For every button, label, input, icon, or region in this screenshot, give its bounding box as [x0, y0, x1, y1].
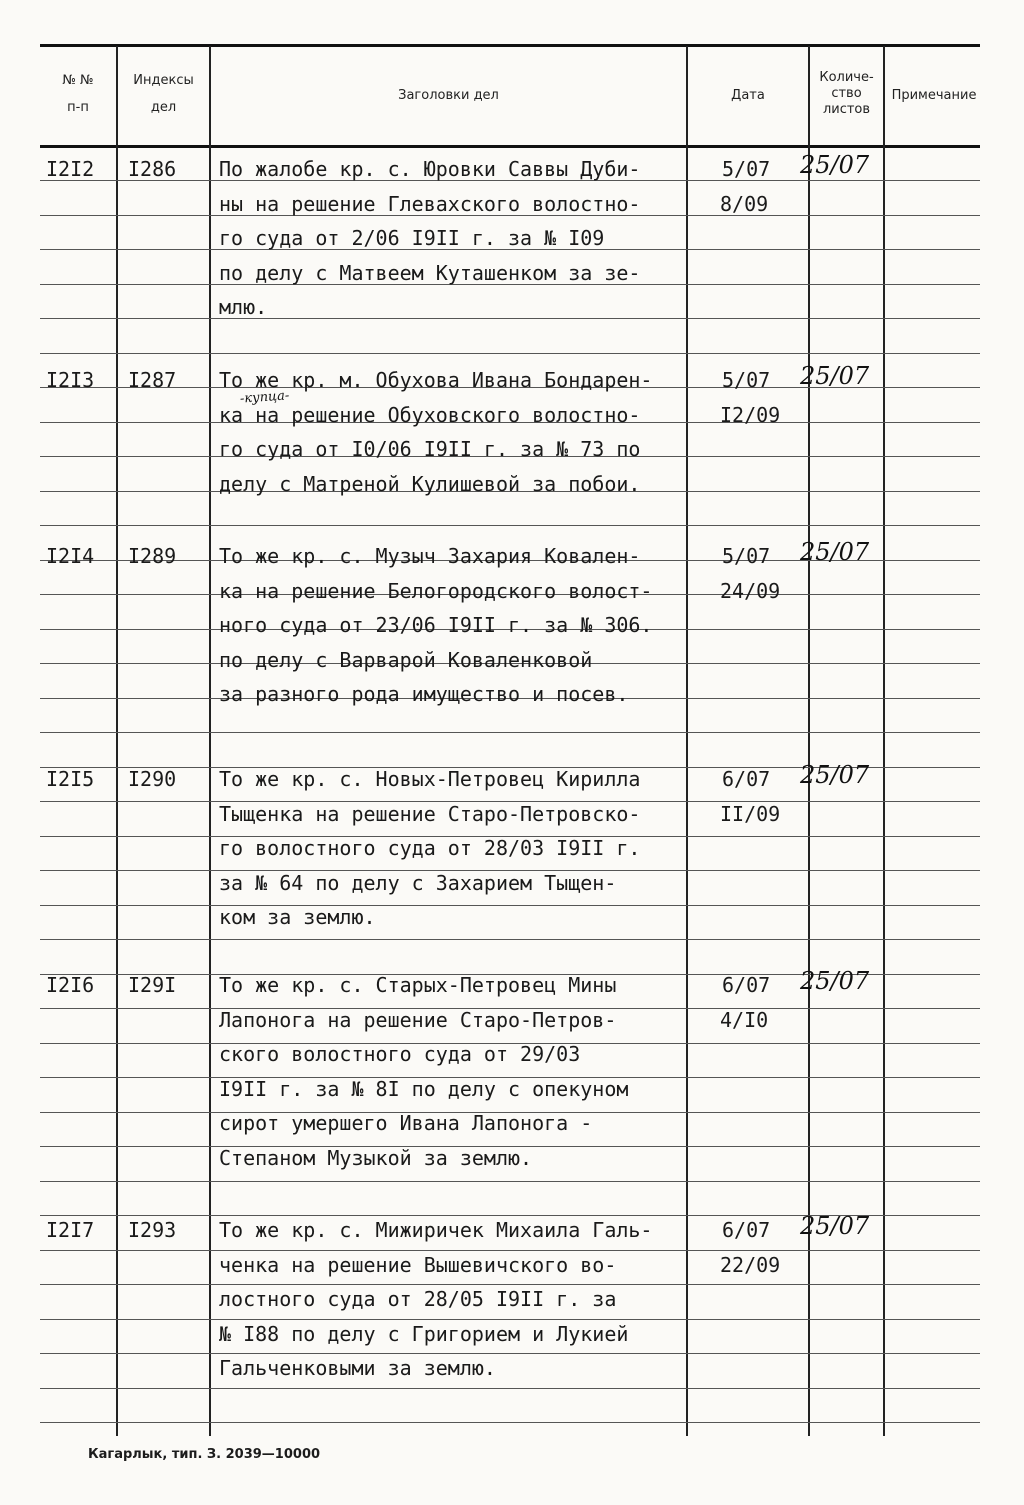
- ruled-line: [40, 525, 980, 526]
- entry-date-end: II/09: [720, 801, 781, 826]
- header-note: Примечание: [891, 88, 977, 103]
- entry-date-end: 4/I0: [720, 1007, 769, 1032]
- entry-number: I2I3: [46, 368, 95, 392]
- entry-handwritten-date: 25/07: [800, 151, 870, 179]
- header-index: Индексы дел: [133, 73, 194, 115]
- entry-title-line: сирот умершего Ивана Лапонога -: [219, 1111, 593, 1135]
- ruled-line: [40, 353, 980, 354]
- entry-date-start: 6/07: [722, 767, 771, 791]
- entry-title-line: ченка на решение Вышевичского во-: [219, 1252, 617, 1277]
- entry-title-line: ка на решение Белогородского волост-: [219, 578, 653, 603]
- header-bottom-rule: [40, 145, 980, 148]
- entry-date-start: 5/07: [722, 157, 771, 181]
- entry-number: I2I7: [46, 1218, 95, 1242]
- header-date: Дата: [731, 88, 765, 103]
- entry-title-line: По жалобе кр. с. Юровки Саввы Дуби-: [219, 157, 641, 181]
- col-divider-date: [686, 46, 688, 1436]
- header-top-rule: [40, 44, 980, 47]
- entry-title-line: Лапонога на решение Старо-Петров-: [219, 1007, 617, 1032]
- entry-handwritten-date: 25/07: [800, 761, 870, 789]
- entry-date-end: I2/09: [720, 402, 781, 427]
- ruled-line: [40, 318, 980, 319]
- entry-title-line: ны на решение Глевахского волостно-: [219, 191, 641, 216]
- entry-title-line: Степаном Музыкой за землю.: [219, 1145, 533, 1170]
- entry-title-line: Гальченковыми за землю.: [219, 1356, 496, 1380]
- entry-title-line: делу с Матреной Кулишевой за побои.: [219, 471, 641, 496]
- entry-title-line: го суда от I0/06 I9II г. за № 73 по: [219, 437, 641, 461]
- header-titles: Заголовки дел: [398, 88, 499, 103]
- entry-index: I286: [128, 157, 177, 181]
- entry-date-end: 8/09: [720, 191, 769, 216]
- entry-title-line: ком за землю.: [219, 905, 376, 929]
- entry-title-line: То же кр. с. Музыч Захария Ковален-: [219, 544, 641, 568]
- ruled-line: [40, 905, 980, 906]
- entry-title-line: I9II г. за № 8I по делу с опекуном: [219, 1076, 629, 1101]
- entry-index: I29I: [128, 973, 177, 997]
- ruled-line: [40, 939, 980, 940]
- entry-number: I2I6: [46, 973, 95, 997]
- entry-title-line: по делу с Варварой Коваленковой: [219, 647, 593, 672]
- ruled-line: [40, 1181, 980, 1182]
- entry-title-line: млю.: [219, 295, 268, 319]
- entry-title-line: То же кр. с. Мижиричек Михаила Галь-: [219, 1218, 653, 1242]
- entry-date-start: 6/07: [722, 973, 771, 997]
- header-num: № № п-п: [62, 73, 94, 115]
- entry-index: I290: [128, 767, 177, 791]
- header-count: Количе- ство листов: [819, 70, 874, 117]
- ruled-line: [40, 1422, 980, 1423]
- ruled-line: [40, 1353, 980, 1354]
- entry-title-line: по делу с Матвеем Куташенком за зе-: [219, 260, 641, 285]
- entry-index: I287: [128, 368, 177, 392]
- entry-handwritten-insert: -купца-: [239, 388, 290, 407]
- entry-title-line: То же кр. м. Обухова Ивана Бондарен-: [219, 368, 653, 392]
- entry-handwritten-date: 25/07: [800, 1212, 870, 1240]
- entry-number: I2I5: [46, 767, 95, 791]
- ruled-line: [40, 1388, 980, 1389]
- entry-date-end: 22/09: [720, 1252, 781, 1277]
- ruled-line: [40, 732, 980, 733]
- entry-title-line: ного суда от 23/06 I9II г. за № 306.: [219, 613, 653, 637]
- entry-title-line: ского волостного суда от 29/03: [219, 1042, 581, 1066]
- entry-index: I293: [128, 1218, 177, 1242]
- entry-title-line: лостного суда от 28/05 I9II г. за: [219, 1287, 617, 1311]
- entry-date-start: 5/07: [722, 544, 771, 568]
- entry-date-start: 5/07: [722, 368, 771, 392]
- entry-title-line: за разного рода имущество и посев.: [219, 682, 629, 706]
- entry-handwritten-date: 25/07: [800, 362, 870, 390]
- col-divider-note: [883, 46, 885, 1436]
- ruled-line: [40, 1284, 980, 1285]
- entry-number: I2I2: [46, 157, 95, 181]
- ruled-line: [40, 1319, 980, 1320]
- col-divider-titles: [209, 46, 211, 1436]
- entry-title-line: То же кр. с. Старых-Петровец Мины: [219, 973, 617, 997]
- entry-title-line: То же кр. с. Новых-Петровец Кирилла: [219, 767, 641, 791]
- entry-title-line: за № 64 по делу с Захарием Тыщен-: [219, 870, 617, 895]
- entry-title-line: ка на решение Обуховского волостно-: [219, 402, 641, 427]
- entry-title-line: Тыщенка на решение Старо-Петровско-: [219, 801, 641, 826]
- ruled-line: [40, 1250, 980, 1251]
- entry-title-line: го волостного суда от 28/03 I9II г.: [219, 836, 641, 860]
- entry-title-line: № I88 по делу с Григорием и Лукией: [219, 1321, 629, 1346]
- entry-handwritten-date: 25/07: [800, 538, 870, 566]
- entry-index: I289: [128, 544, 177, 568]
- entry-date-end: 24/09: [720, 578, 781, 603]
- col-divider-index: [116, 46, 118, 1436]
- entry-title-line: го суда от 2/06 I9II г. за № I09: [219, 226, 605, 250]
- entry-date-start: 6/07: [722, 1218, 771, 1242]
- entry-handwritten-date: 25/07: [800, 967, 870, 995]
- printer-imprint: Кагарлык, тип. З. 2039—10000: [88, 1447, 321, 1462]
- entry-number: I2I4: [46, 544, 95, 568]
